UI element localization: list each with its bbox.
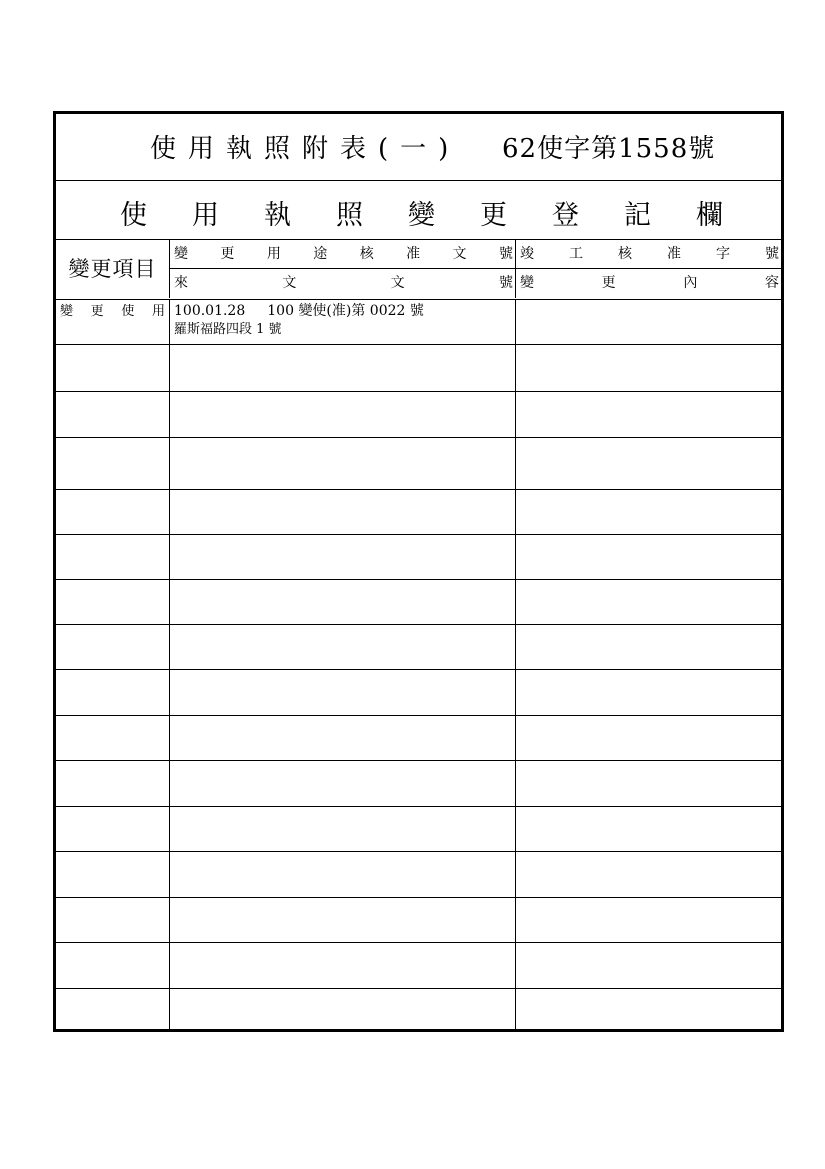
row-content-cell (516, 761, 781, 806)
header-char: 號 (765, 246, 779, 262)
row-doc-cell (170, 852, 516, 897)
row-doc-cell (170, 807, 516, 851)
row-item-cell (56, 989, 170, 1032)
header-char: 更 (601, 275, 616, 291)
row-content-cell (516, 989, 781, 1032)
row-doc-cell (170, 345, 516, 391)
row-content-cell (516, 807, 781, 851)
row-content-cell (516, 716, 781, 760)
table-row (56, 898, 781, 943)
form-title: 使用執照附表(一) (150, 134, 461, 164)
header-char: 文 (282, 275, 297, 291)
row-content-cell (516, 535, 781, 579)
header-char: 竣 (520, 246, 534, 262)
row-item-cell (56, 438, 170, 489)
row-content-cell (516, 392, 781, 437)
header-char: 變 (174, 246, 188, 262)
row-item-cell (56, 490, 170, 534)
record-date-and-number (170, 300, 515, 320)
row-doc-cell (170, 761, 516, 806)
header-char: 內 (683, 275, 698, 291)
header-char: 文 (452, 246, 467, 262)
section-title-char: 登 (552, 200, 579, 231)
record-doc-number: 100 變使(准)第 0022 號 (267, 303, 424, 319)
row-content-cell (516, 898, 781, 942)
row-item-label (56, 300, 169, 320)
section-title-char: 欄 (696, 200, 723, 231)
row-doc-cell (170, 535, 516, 579)
table-row (56, 535, 781, 580)
title-row (56, 114, 781, 181)
row-doc-cell (170, 670, 516, 715)
header-char: 文 (390, 275, 405, 291)
record-address: 羅斯福路四段 1 號 (174, 322, 282, 337)
header-char: 准 (667, 246, 681, 262)
header-char: 准 (406, 246, 421, 262)
item-char: 用 (151, 304, 165, 319)
permit-number: 62使字第1558號 (502, 134, 716, 164)
table-row (56, 716, 781, 761)
item-char: 更 (90, 304, 104, 319)
row-doc-cell (170, 989, 516, 1032)
row-item-cell (56, 716, 170, 760)
row-doc-cell (170, 300, 516, 344)
table-row (56, 807, 781, 852)
row-doc-cell (170, 716, 516, 760)
table-row (56, 852, 781, 898)
row-content-cell (516, 852, 781, 897)
row-item-cell (56, 535, 170, 579)
section-title-char: 照 (336, 200, 363, 231)
header-char: 工 (569, 246, 583, 262)
section-title-char: 用 (192, 200, 219, 231)
row-content-cell (516, 300, 781, 344)
record-date: 100.01.28 (174, 303, 246, 319)
table-row (56, 989, 781, 1032)
item-char: 使 (121, 304, 135, 319)
section-title-row (56, 181, 781, 240)
table-row (56, 300, 781, 345)
header-char: 核 (359, 246, 374, 262)
row-content-cell (516, 670, 781, 715)
row-doc-cell (170, 392, 516, 437)
header-change-content (516, 269, 781, 298)
row-content-cell (516, 490, 781, 534)
header-char: 途 (313, 246, 328, 262)
header-char: 字 (716, 246, 730, 262)
row-doc-cell (170, 580, 516, 624)
header-char: 來 (174, 275, 188, 291)
table-row (56, 490, 781, 535)
table-row (56, 392, 781, 438)
table-row (56, 438, 781, 490)
header-completion-number (516, 240, 781, 269)
table-row (56, 761, 781, 807)
row-item-cell (56, 670, 170, 715)
row-content-cell (516, 438, 781, 489)
row-item-cell (56, 807, 170, 851)
section-title (120, 193, 768, 232)
header-char: 核 (618, 246, 632, 262)
row-item-cell (56, 625, 170, 669)
section-title-char: 記 (624, 200, 651, 231)
row-content-cell (516, 580, 781, 624)
item-char: 變 (60, 304, 74, 319)
row-content-cell (516, 943, 781, 988)
header-char: 變 (520, 275, 534, 291)
row-item-cell (56, 852, 170, 897)
row-doc-cell (170, 490, 516, 534)
row-item-cell (56, 300, 170, 344)
section-title-char: 變 (408, 200, 435, 231)
header-change-item: 變更項目 (56, 240, 170, 298)
header-incoming-doc-number (170, 269, 516, 298)
row-item-cell (56, 761, 170, 806)
row-content-cell (516, 625, 781, 669)
row-item-cell (56, 345, 170, 391)
section-title-char: 執 (264, 200, 291, 231)
section-title-char: 使 (120, 200, 147, 231)
row-item-cell (56, 898, 170, 942)
header-char: 更 (220, 246, 235, 262)
usage-permit-form (53, 111, 784, 1032)
row-doc-cell (170, 898, 516, 942)
row-item-cell (56, 392, 170, 437)
row-item-cell (56, 943, 170, 988)
section-title-char: 更 (480, 200, 507, 231)
row-item-cell (56, 580, 170, 624)
row-content-cell (516, 345, 781, 391)
header-char: 容 (764, 275, 779, 291)
row-doc-cell (170, 625, 516, 669)
row-doc-cell (170, 438, 516, 489)
table-row (56, 943, 781, 989)
header-char: 用 (266, 246, 281, 262)
row-doc-cell (170, 943, 516, 988)
table-row (56, 345, 781, 392)
header-approval-doc-number (170, 240, 516, 269)
header-char: 號 (498, 275, 513, 291)
table-row (56, 670, 781, 716)
table-row (56, 580, 781, 625)
table-row (56, 625, 781, 670)
table-header (56, 240, 781, 300)
header-char: 號 (498, 246, 513, 262)
